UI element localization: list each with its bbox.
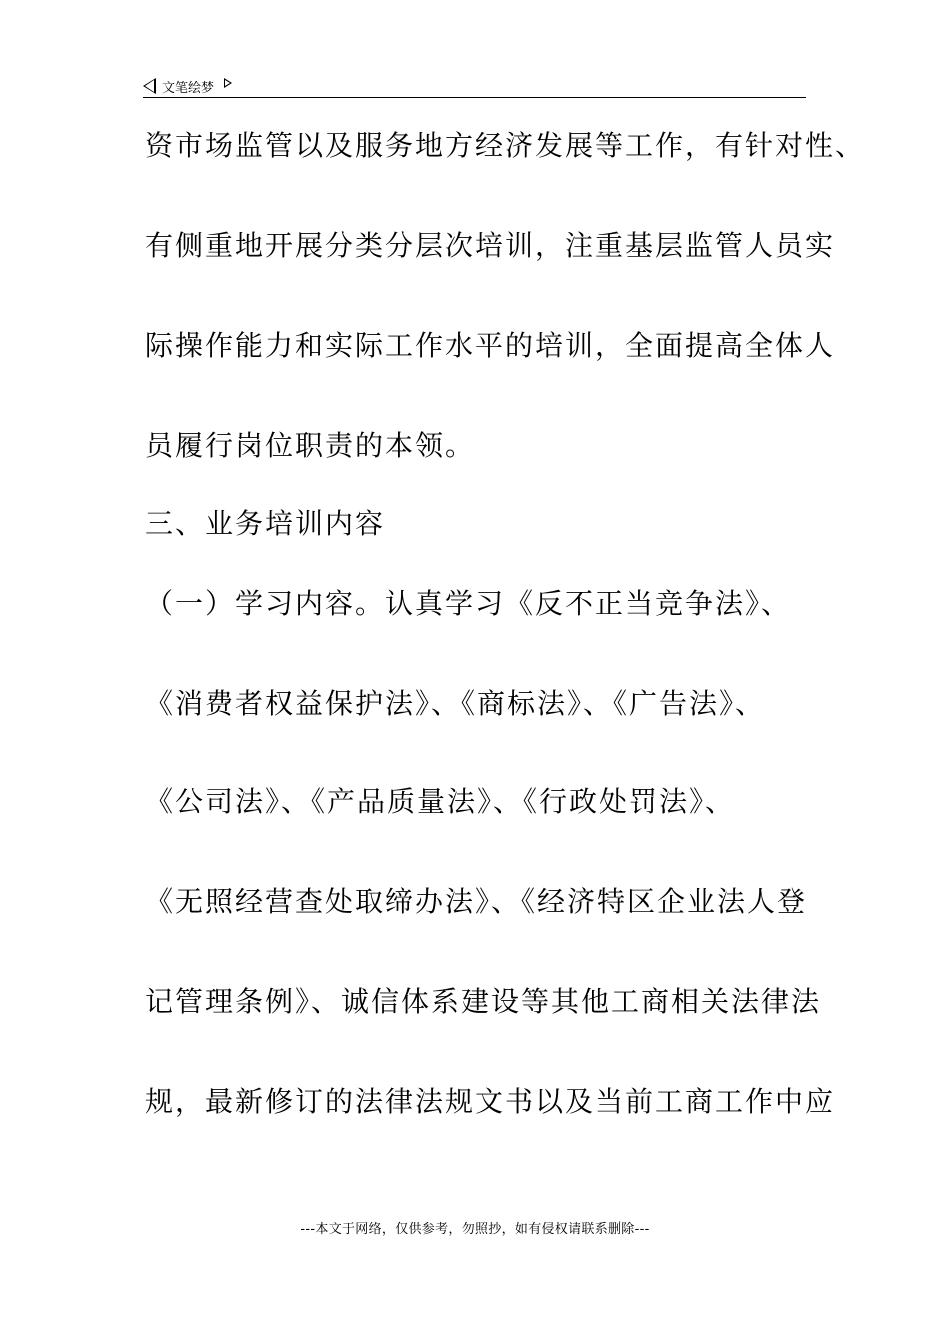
header-divider <box>143 97 806 98</box>
body-line: 际操作能力和实际工作水平的培训，全面提高全体人 <box>145 329 836 362</box>
body-line: 员履行岗位职责的本领。 <box>145 429 476 462</box>
header-title: 文笔绘梦 <box>162 80 215 96</box>
body-line: 《公司法》、《产品质量法》、《行政处罚法》、 <box>145 785 736 818</box>
body-line: 记管理条例》、诚信体系建设等其他工商相关法律法 <box>145 985 822 1018</box>
body-line: 有侧重地开展分类分层次培训，注重基层监管人员实 <box>145 229 836 262</box>
body-line: 《消费者权益保护法》、《商标法》、《广告法》、 <box>145 687 766 720</box>
body-line: 规，最新修订的法律法规文书以及当前工商工作中应 <box>145 1085 836 1118</box>
page-header <box>143 74 806 98</box>
body-line: 《无照经营查处取缔办法》、《经济特区企业法人登 <box>145 885 808 918</box>
page-footer: ---本文于网络，仅供参考，勿照抄，如有侵权请联系删除--- <box>300 1222 650 1237</box>
section-heading: 三、业务培训内容 <box>145 507 386 540</box>
body-line: （一）学习内容。认真学习《反不正当竞争法》、 <box>145 587 792 620</box>
triangle-right-icon <box>224 78 232 88</box>
triangle-left-icon <box>143 78 156 94</box>
body-line: 资市场监管以及服务地方经济发展等工作，有针对性、 <box>145 129 866 162</box>
